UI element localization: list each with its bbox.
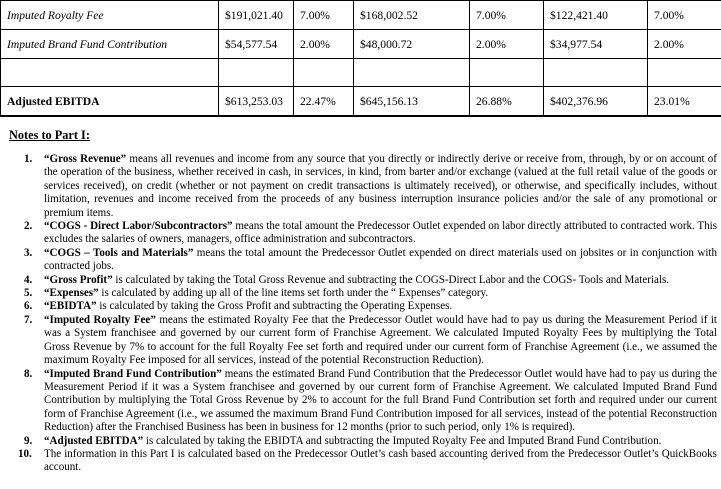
note-term: “COGS - Direct Labor/Subcontractors” (44, 220, 233, 233)
table-cell: $645,156.13 (354, 87, 470, 117)
note-text: means the estimated Brand Fund Contribution that the Predecessor Outlet would have had to pay us during the Measurement Period if it was a System franchisee and governed by our current form of Franchise Agreement. We calculated Imputed Brand Fund Contribution by multiplying the Total Gross Revenue by 2% to account for the full Brand Fund Contribution set forth and required under our current form of Franchise Agreement (i.e., we assumed the maximum Brand Fund Contribution imposed for all services, instead of the potential Reconstruction Reduction) after the Franchised Business has been in business for 12 months (prior to such period, only 1% is required). (44, 367, 717, 434)
table-cell (544, 59, 648, 87)
note-text: means the total amount the Predecessor Outlet expended on direct materials used on jobsites or in conjunction with contracted jobs. (44, 246, 717, 273)
table-cell: 2.00% (294, 30, 354, 59)
table-cell: $168,002.52 (354, 1, 470, 30)
note-item (0, 368, 717, 435)
table-cell (1, 59, 219, 87)
row-label: Adjusted EBITDA (1, 87, 219, 117)
note-text: means all revenues and income from any source that you directly or indirectly derive or receive from, through, by or on account of the operation of the business, whether received in cash, in services, in kind, from barter and/or exchange (valued at the full retail value of the goods or services received), on credit (whether or not payment on credit transactions is ultimately received), or otherwise, and specifically includes, without limitation, revenues and income received from the proceeds of any business interruption insurance policies and/or the sale of any promotional or premium items. (44, 153, 717, 219)
table-cell: $191,021.40 (219, 1, 294, 30)
note-term: “Imputed Brand Fund Contribution” (44, 367, 222, 380)
note-item (0, 247, 717, 274)
note-item (0, 153, 717, 220)
table-row-total (1, 87, 721, 117)
note-item (0, 220, 717, 247)
row-label: Imputed Brand Fund Contribution (1, 30, 219, 59)
note-term: “Gross Revenue” (44, 153, 127, 165)
note-number: 6. (24, 300, 33, 313)
note-term: “EBIDTA” (44, 300, 97, 313)
table-cell: 23.01% (648, 87, 721, 117)
note-number: 7. (24, 313, 33, 326)
note-text: is calculated by adding up all of the line items set forth under the “ Expenses” category. (98, 287, 489, 300)
table-cell (470, 59, 544, 87)
table-cell (648, 59, 721, 87)
notes-title: Notes to Part I: (9, 128, 90, 142)
note-number: 2. (24, 220, 33, 233)
note-text: The information in this Part I is calculated based on the Predecessor Outlet’s cash based accounting derived from the Predecessor Outlet’s QuickBooks account. (44, 447, 717, 474)
note-text: means the total amount the Predecessor Outlet expended on labor directly attributed to contracted work. This excludes the salaries of owners, managers, office administration and subcontractors. (44, 220, 718, 246)
row-label: Imputed Royalty Fee (1, 1, 219, 30)
note-text: is calculated by taking the EBIDTA and subtracting the Imputed Royalty Fee and Imputed Brand Fund Contribution. (143, 434, 662, 447)
note-item (0, 435, 717, 448)
note-text: is calculated by taking the Total Gross Revenue and subtracting the COGS-Direct Labor and the COGS- Tools and Materials. (112, 273, 670, 286)
table-cell: 2.00% (470, 30, 544, 59)
table-cell: $613,253.03 (219, 87, 294, 117)
note-term: “Gross Profit” (44, 273, 113, 286)
note-item (0, 287, 717, 300)
financial-table (0, 0, 721, 117)
note-number: 10. (18, 447, 32, 460)
table-cell (354, 59, 470, 87)
note-text: means the estimated Royalty Fee that the Predecessor Outlet would have had to pay us during the Measurement Period if it was a System franchisee and governed by our current form of Franchise Agreement. We calculated Imputed Royalty Fees by multiplying the Total Gross Revenue by 7% to account for the full Royalty Fee set forth and required under our current form of Franchise Agreement (i.e., we assumed the maximum Royalty Fee imposed for all services, instead of the potential Reconstruction Reduction). (44, 313, 717, 367)
note-number: 3. (24, 246, 33, 259)
note-item (0, 314, 717, 368)
table-row (1, 30, 721, 59)
note-number: 8. (24, 367, 33, 380)
table-cell: 26.88% (470, 87, 544, 117)
table-cell: 7.00% (294, 1, 354, 30)
table-cell: $122,421.40 (544, 1, 648, 30)
table-cell: 7.00% (470, 1, 544, 30)
table-cell: 22.47% (294, 87, 354, 117)
table-row-blank (1, 59, 721, 87)
table-cell (219, 59, 294, 87)
notes-list (0, 153, 717, 475)
note-number: 1. (24, 153, 33, 165)
table-cell: $402,376.96 (544, 87, 648, 117)
table-cell: 7.00% (648, 1, 721, 30)
note-item (0, 448, 717, 475)
table-cell: $48,000.72 (354, 30, 470, 59)
note-number: 9. (24, 434, 33, 447)
note-number: 5. (24, 287, 33, 300)
table-row (1, 1, 721, 30)
note-term: “Expenses” (44, 287, 99, 300)
note-term: “Adjusted EBITDA” (44, 434, 144, 447)
note-term: “Imputed Royalty Fee” (44, 313, 156, 326)
table-cell: $34,977.54 (544, 30, 648, 59)
table-cell: 2.00% (648, 30, 721, 59)
table-cell (294, 59, 354, 87)
note-number: 4. (24, 273, 33, 286)
note-item (0, 274, 717, 287)
table-cell: $54,577.54 (219, 30, 294, 59)
note-item (0, 300, 717, 313)
note-text: is calculated by taking the Gross Profit and subtracting the Operating Expenses. (96, 300, 453, 313)
note-term: “COGS – Tools and Materials” (44, 246, 194, 259)
